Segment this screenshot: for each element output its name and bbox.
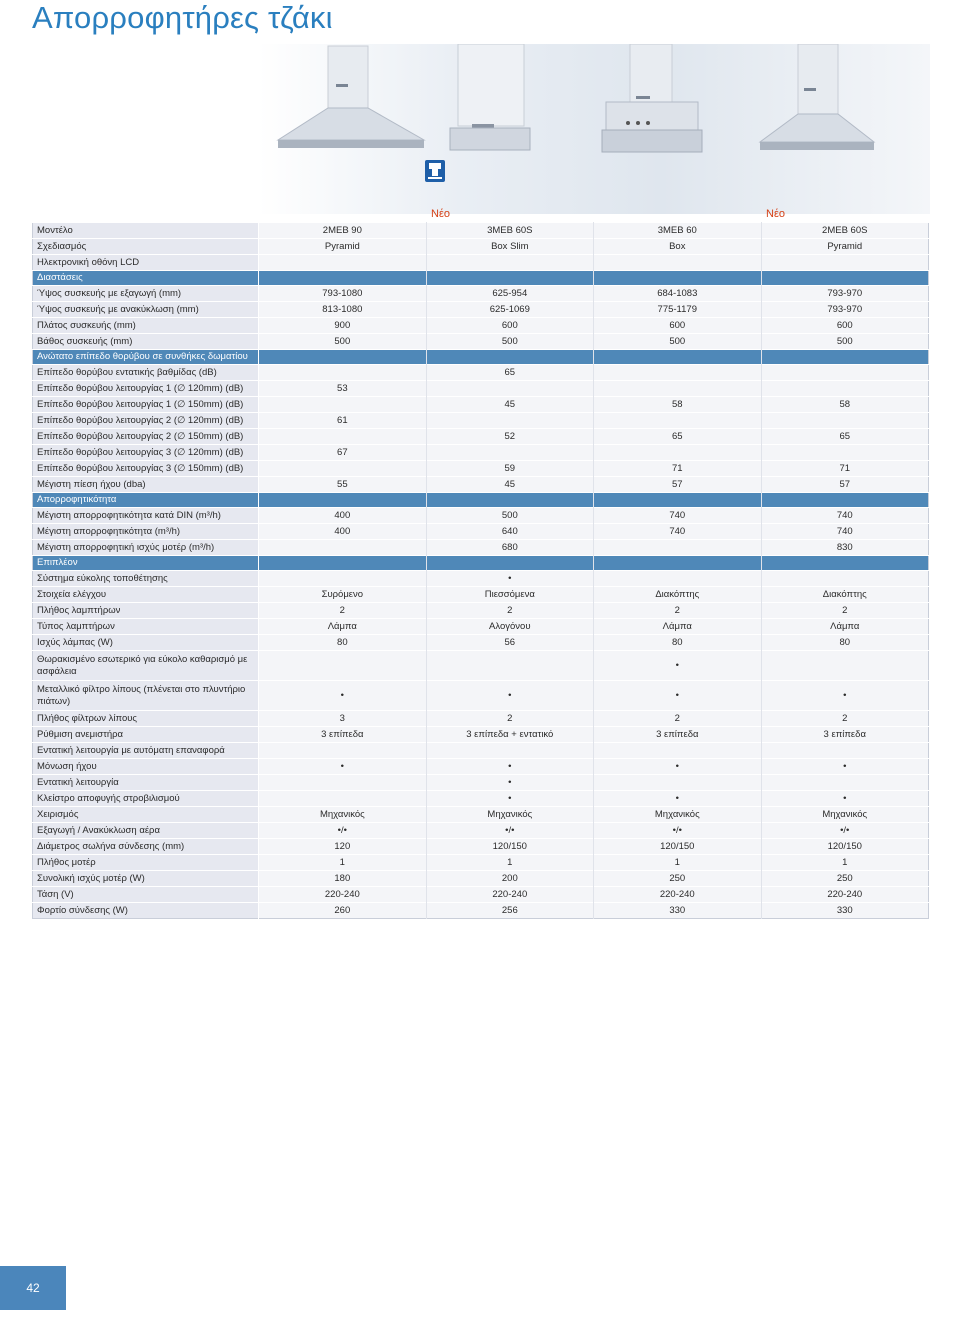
spec-value: 120 [259, 839, 426, 855]
spec-value [594, 556, 761, 571]
spec-value: • [594, 759, 761, 775]
spec-value: 900 [259, 318, 426, 334]
spec-value: 65 [594, 429, 761, 445]
spec-label: Βάθος συσκευής (mm) [33, 334, 259, 350]
spec-label: Εντατική λειτουργία [33, 775, 259, 791]
spec-value: 58 [761, 397, 929, 413]
spec-value: 3 επίπεδα [594, 727, 761, 743]
page-title: Απορροφητήρες τζάκι [32, 0, 333, 35]
spec-label: Διάμετρος σωλήνα σύνδεσης (mm) [33, 839, 259, 855]
spec-value: 53 [259, 381, 426, 397]
spec-value: • [594, 791, 761, 807]
spec-value [594, 493, 761, 508]
spec-value: 3 επίπεδα [259, 727, 426, 743]
spec-row [33, 651, 929, 681]
spec-row [33, 429, 929, 445]
spec-value [259, 271, 426, 286]
spec-value [259, 350, 426, 365]
spec-value: 58 [594, 397, 761, 413]
spec-value: • [426, 775, 594, 791]
spec-label: Ρύθμιση ανεμιστήρα [33, 727, 259, 743]
spec-value [761, 365, 929, 381]
spec-value: 65 [761, 429, 929, 445]
spec-value [594, 255, 761, 271]
spec-value: 55 [259, 477, 426, 493]
spec-value [761, 556, 929, 571]
spec-value: 220-240 [259, 887, 426, 903]
spec-value: Λάμπα [259, 619, 426, 635]
spec-value: • [426, 571, 594, 587]
spec-value [761, 271, 929, 286]
hood-2meb60s-image [756, 44, 876, 154]
spec-value [761, 413, 929, 429]
spec-row [33, 397, 929, 413]
spec-row [33, 239, 929, 255]
section-header-row [33, 271, 929, 286]
spec-value: 793-970 [761, 302, 929, 318]
spec-value [426, 255, 594, 271]
spec-value [426, 445, 594, 461]
spec-value: 220-240 [594, 887, 761, 903]
spec-value: 684-1083 [594, 286, 761, 302]
spec-row [33, 365, 929, 381]
spec-row [33, 508, 929, 524]
spec-value: 600 [761, 318, 929, 334]
spec-label: Επίπεδο θορύβου λειτουργίας 2 (∅ 120mm) (dB) [33, 413, 259, 429]
spec-value: 45 [426, 477, 594, 493]
spec-label: Ύψος συσκευής με εξαγωγή (mm) [33, 286, 259, 302]
spec-row [33, 587, 929, 603]
spec-label: Μέγιστη απορροφητικότητα κατά DIN (m³/h) [33, 508, 259, 524]
spec-value: 3 [259, 711, 426, 727]
spec-value [761, 651, 929, 681]
spec-value: 600 [426, 318, 594, 334]
spec-value: • [259, 681, 426, 711]
spec-label: Μόνωση ήχου [33, 759, 259, 775]
spec-value: 625-1069 [426, 302, 594, 318]
new-label-2meb60s: Νέο [766, 208, 785, 220]
spec-value: 71 [761, 461, 929, 477]
spec-value: 600 [594, 318, 761, 334]
spec-value [761, 350, 929, 365]
spec-value [594, 413, 761, 429]
hood-2meb90-image [276, 44, 426, 154]
spec-row [33, 381, 929, 397]
spec-label: Ύψος συσκευής με ανακύκλωση (mm) [33, 302, 259, 318]
spec-value: 500 [594, 334, 761, 350]
new-label-3meb60s: Νέο [431, 208, 450, 220]
spec-value: • [426, 759, 594, 775]
spec-label: Θωρακισμένο εσωτερικό για εύκολο καθαρισμό με ασφάλεια [33, 651, 259, 681]
spec-value [426, 350, 594, 365]
spec-label: Επίπεδο θορύβου λειτουργίας 3 (∅ 120mm) (dB) [33, 445, 259, 461]
spec-value [426, 556, 594, 571]
spec-row [33, 727, 929, 743]
spec-value [594, 365, 761, 381]
spec-value [594, 571, 761, 587]
hood-3meb60-image [586, 44, 706, 159]
spec-label: Ηλεκτρονική οθόνη LCD [33, 255, 259, 271]
spec-value [259, 461, 426, 477]
spec-value: Λάμπα [594, 619, 761, 635]
spec-value: Μηχανικός [259, 807, 426, 823]
spec-value: 120/150 [594, 839, 761, 855]
spec-value: 1 [426, 855, 594, 871]
spec-label: Πλήθος μοτέρ [33, 855, 259, 871]
spec-value: 740 [594, 524, 761, 540]
spec-label: Συνολική ισχύς μοτέρ (W) [33, 871, 259, 887]
spec-value: 57 [761, 477, 929, 493]
spec-row [33, 477, 929, 493]
spec-value [761, 571, 929, 587]
spec-value: 2 [426, 711, 594, 727]
spec-row [33, 855, 929, 871]
spec-value: 793-1080 [259, 286, 426, 302]
spec-value [426, 651, 594, 681]
spec-row [33, 791, 929, 807]
spec-value [594, 445, 761, 461]
spec-value [594, 775, 761, 791]
spec-row [33, 887, 929, 903]
spec-label: Μέγιστη απορροφητικότητα (m³/h) [33, 524, 259, 540]
spec-row [33, 903, 929, 919]
spec-value: 1 [761, 855, 929, 871]
spec-label: Μεταλλικό φίλτρο λίπους (πλένεται στο πλυντήριο πιάτων) [33, 681, 259, 711]
spec-value: • [761, 759, 929, 775]
spec-value [259, 651, 426, 681]
spec-row [33, 807, 929, 823]
spec-row [33, 823, 929, 839]
spec-value [761, 775, 929, 791]
spec-value: 740 [761, 508, 929, 524]
spec-value: Box [594, 239, 761, 255]
spec-value: 500 [426, 334, 594, 350]
spec-label: Πλάτος συσκευής (mm) [33, 318, 259, 334]
spec-value: 250 [761, 871, 929, 887]
spec-value: •/• [259, 823, 426, 839]
spec-value: • [426, 681, 594, 711]
spec-value: 740 [761, 524, 929, 540]
spec-row [33, 318, 929, 334]
spec-label: Κλείστρο αποφυγής στροβιλισμού [33, 791, 259, 807]
section-label: Απορροφητικότητα [33, 493, 259, 508]
spec-value [259, 493, 426, 508]
spec-row [33, 619, 929, 635]
spec-value: 52 [426, 429, 594, 445]
spec-value: 500 [259, 334, 426, 350]
section-label: Επιπλέον [33, 556, 259, 571]
spec-value: • [761, 791, 929, 807]
spec-row [33, 445, 929, 461]
section-label: Διαστάσεις [33, 271, 259, 286]
spec-label: Εντατική λειτουργία με αυτόματη επαναφορά [33, 743, 259, 759]
section-label: Ανώτατο επίπεδο θορύβου σε συνθήκες δωματίου [33, 350, 259, 365]
spec-label: Επίπεδο θορύβου λειτουργίας 1 (∅ 120mm) (dB) [33, 381, 259, 397]
spec-row [33, 681, 929, 711]
spec-value: 200 [426, 871, 594, 887]
spec-value: 45 [426, 397, 594, 413]
spec-value: 500 [761, 334, 929, 350]
spec-row [33, 775, 929, 791]
spec-value: 1 [259, 855, 426, 871]
spec-value: Μηχανικός [594, 807, 761, 823]
spec-row [33, 334, 929, 350]
spec-value: 3 επίπεδα [761, 727, 929, 743]
spec-value: Πιεσσόμενα [426, 587, 594, 603]
spec-value: Pyramid [761, 239, 929, 255]
spec-value [761, 743, 929, 759]
spec-value: 500 [426, 508, 594, 524]
spec-label: Επίπεδο θορύβου λειτουργίας 1 (∅ 150mm) (dB) [33, 397, 259, 413]
spec-value: • [594, 651, 761, 681]
spec-value: 2 [594, 711, 761, 727]
spec-value: 80 [594, 635, 761, 651]
hood-3meb60s-image [448, 44, 548, 154]
spec-value [426, 743, 594, 759]
spec-value: Συρόμενο [259, 587, 426, 603]
spec-value [761, 445, 929, 461]
spec-value: • [594, 681, 761, 711]
spec-row [33, 711, 929, 727]
spec-value: 220-240 [761, 887, 929, 903]
spec-label: Σχεδιασμός [33, 239, 259, 255]
spec-value [259, 791, 426, 807]
spec-value: Pyramid [259, 239, 426, 255]
spec-value: 2MEB 90 [259, 223, 426, 239]
spec-value: 2 [594, 603, 761, 619]
spec-value [594, 350, 761, 365]
spec-label: Χειρισμός [33, 807, 259, 823]
spec-value: •/• [761, 823, 929, 839]
section-header-row [33, 556, 929, 571]
spec-value [259, 397, 426, 413]
spec-value: Διακόπτης [761, 587, 929, 603]
spec-value: 2 [426, 603, 594, 619]
spec-value: 680 [426, 540, 594, 556]
spec-row [33, 223, 929, 239]
spec-value: 330 [594, 903, 761, 919]
spec-value [761, 381, 929, 397]
spec-label: Μοντέλο [33, 223, 259, 239]
feature-badge-icon [425, 160, 445, 182]
spec-row [33, 302, 929, 318]
spec-value: 71 [594, 461, 761, 477]
spec-value: 59 [426, 461, 594, 477]
spec-value: 61 [259, 413, 426, 429]
spec-value [594, 381, 761, 397]
spec-label: Εξαγωγή / Ανακύκλωση αέρα [33, 823, 259, 839]
spec-row [33, 635, 929, 651]
spec-label: Ισχύς λάμπας (W) [33, 635, 259, 651]
spec-value: 250 [594, 871, 761, 887]
spec-value [426, 413, 594, 429]
spec-value: 57 [594, 477, 761, 493]
spec-row [33, 759, 929, 775]
spec-label: Τάση (V) [33, 887, 259, 903]
spec-value: 330 [761, 903, 929, 919]
spec-row [33, 743, 929, 759]
spec-label: Πλήθος φίλτρων λίπους [33, 711, 259, 727]
product-images [258, 44, 930, 214]
spec-value: 400 [259, 524, 426, 540]
spec-value: •/• [594, 823, 761, 839]
spec-value: 3 επίπεδα + εντατικό [426, 727, 594, 743]
spec-value: 120/150 [761, 839, 929, 855]
spec-value: Box Slim [426, 239, 594, 255]
spec-value: 220-240 [426, 887, 594, 903]
spec-label: Σύστημα εύκολης τοποθέτησης [33, 571, 259, 587]
spec-value [259, 556, 426, 571]
spec-value: 65 [426, 365, 594, 381]
spec-value: Λάμπα [761, 619, 929, 635]
spec-table [32, 222, 929, 919]
spec-value: 830 [761, 540, 929, 556]
spec-value: 3MEB 60 [594, 223, 761, 239]
spec-label: Τύπος λαμπτήρων [33, 619, 259, 635]
spec-value: • [259, 759, 426, 775]
spec-value: 813-1080 [259, 302, 426, 318]
spec-value: 260 [259, 903, 426, 919]
spec-value: 400 [259, 508, 426, 524]
spec-label: Πλήθος λαμπτήρων [33, 603, 259, 619]
spec-row [33, 839, 929, 855]
spec-value: • [761, 681, 929, 711]
spec-row [33, 540, 929, 556]
spec-value: 740 [594, 508, 761, 524]
spec-value: 2 [259, 603, 426, 619]
spec-row [33, 255, 929, 271]
spec-value: 3MEB 60S [426, 223, 594, 239]
spec-value: 180 [259, 871, 426, 887]
spec-value: 640 [426, 524, 594, 540]
spec-value [761, 255, 929, 271]
spec-row [33, 461, 929, 477]
spec-value: 625-954 [426, 286, 594, 302]
section-header-row [33, 493, 929, 508]
spec-value: 793-970 [761, 286, 929, 302]
spec-row [33, 286, 929, 302]
spec-value: 80 [761, 635, 929, 651]
spec-label: Μέγιστη πίεση ήχου (dba) [33, 477, 259, 493]
spec-value: • [426, 791, 594, 807]
spec-row [33, 413, 929, 429]
spec-value [259, 255, 426, 271]
spec-value: 775-1179 [594, 302, 761, 318]
spec-value: 2MEB 60S [761, 223, 929, 239]
section-header-row [33, 350, 929, 365]
spec-label: Μέγιστη απορροφητική ισχύς μοτέρ (m³/h) [33, 540, 259, 556]
spec-value: Μηχανικός [426, 807, 594, 823]
spec-value [426, 381, 594, 397]
spec-row [33, 871, 929, 887]
spec-value [426, 493, 594, 508]
spec-value [259, 743, 426, 759]
spec-value [259, 365, 426, 381]
spec-row [33, 524, 929, 540]
spec-label: Επίπεδο θορύβου λειτουργίας 2 (∅ 150mm) (dB) [33, 429, 259, 445]
spec-value: 2 [761, 603, 929, 619]
spec-value: 56 [426, 635, 594, 651]
spec-value [259, 775, 426, 791]
spec-value: Διακόπτης [594, 587, 761, 603]
page-number: 42 [0, 1266, 66, 1310]
spec-row [33, 603, 929, 619]
spec-value [259, 571, 426, 587]
spec-value: •/• [426, 823, 594, 839]
spec-value: 256 [426, 903, 594, 919]
spec-value [426, 271, 594, 286]
spec-value: 2 [761, 711, 929, 727]
spec-value: 80 [259, 635, 426, 651]
spec-value: Αλογόνου [426, 619, 594, 635]
spec-value [594, 271, 761, 286]
spec-label: Επίπεδο θορύβου εντατικής βαθμίδας (dB) [33, 365, 259, 381]
spec-value [594, 540, 761, 556]
spec-value [761, 493, 929, 508]
spec-value: 1 [594, 855, 761, 871]
spec-value [259, 429, 426, 445]
spec-label: Φορτίο σύνδεσης (W) [33, 903, 259, 919]
spec-label: Στοιχεία ελέγχου [33, 587, 259, 603]
spec-label: Επίπεδο θορύβου λειτουργίας 3 (∅ 150mm) (dB) [33, 461, 259, 477]
spec-value [259, 540, 426, 556]
spec-value: 120/150 [426, 839, 594, 855]
spec-value: 67 [259, 445, 426, 461]
spec-value [594, 743, 761, 759]
spec-row [33, 571, 929, 587]
spec-value: Μηχανικός [761, 807, 929, 823]
